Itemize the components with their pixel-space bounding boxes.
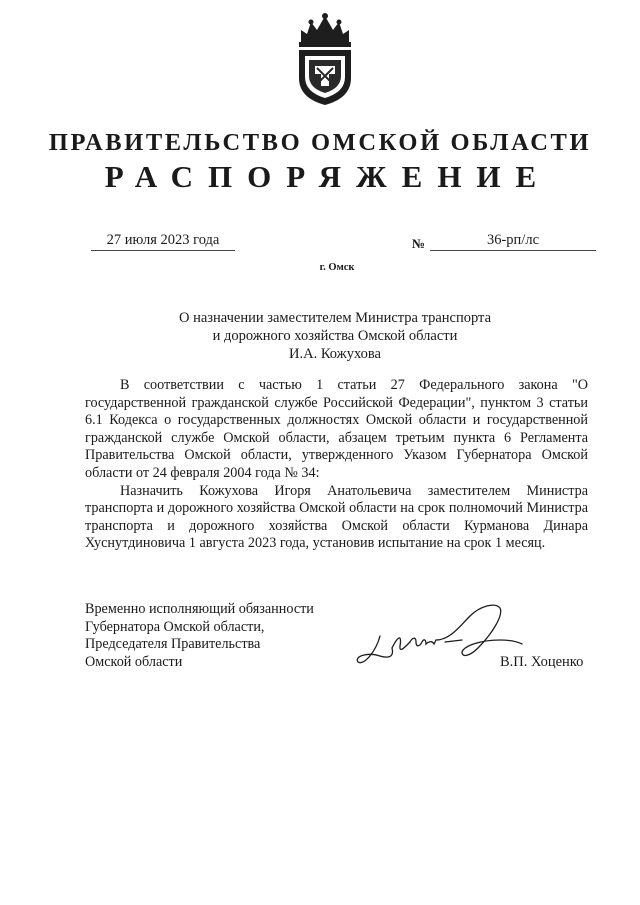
organization-title: ПРАВИТЕЛЬСТВО ОМСКОЙ ОБЛАСТИ [48,129,592,156]
position-line: Губернатора Омской области, [85,618,265,635]
subject-line: О назначении заместителем Министра транспорта [178,310,492,326]
position-line: Омской области [85,653,183,670]
body-paragraph: В соответствии с частью 1 статьи 27 Федерального закона "О государственной гражданской службе Российской Федерации", пунктом 3 статьи 6.1 Кодекса о государственных должностях Омской области и государственной гражданской службе Омской области, абзацем третьим пункта 6 Регламента Правительства Омской области, утвержденного Указом Губернатора Омской области от 24 февраля 2004 года № 34: [85,377,588,481]
document-type-title: РАСПОРЯЖЕНИЕ [104,159,552,194]
coat-of-arms-icon [293,12,357,108]
position-line: Председателя Правительства [85,636,261,653]
document-body [85,377,588,553]
number-sign: № [412,236,426,251]
document-number: 36-рп/лс [430,232,596,251]
position-line: Временно исполняющий обязанности [85,601,314,617]
signer-name: В.П. Хоценко [500,654,584,670]
subject-line: и дорожного хозяйства Омской области [212,328,458,344]
city-label: г. Омск [319,262,355,273]
document-subject [150,309,520,363]
signatory-position [85,601,314,671]
document-date: 27 июля 2023 года [91,232,235,251]
subject-line: И.А. Кожухова [289,346,381,362]
body-paragraph: Назначить Кожухова Игоря Анатольевича заместителем Министра транспорта и дорожного хозяйства Омской области на срок полномочий Министра транспорта и дорожного хозяйства Омской области Курманова Динара Хуснутдиновича 1 августа 2023 года, установив испытание на срок 1 месяц. [85,482,588,552]
